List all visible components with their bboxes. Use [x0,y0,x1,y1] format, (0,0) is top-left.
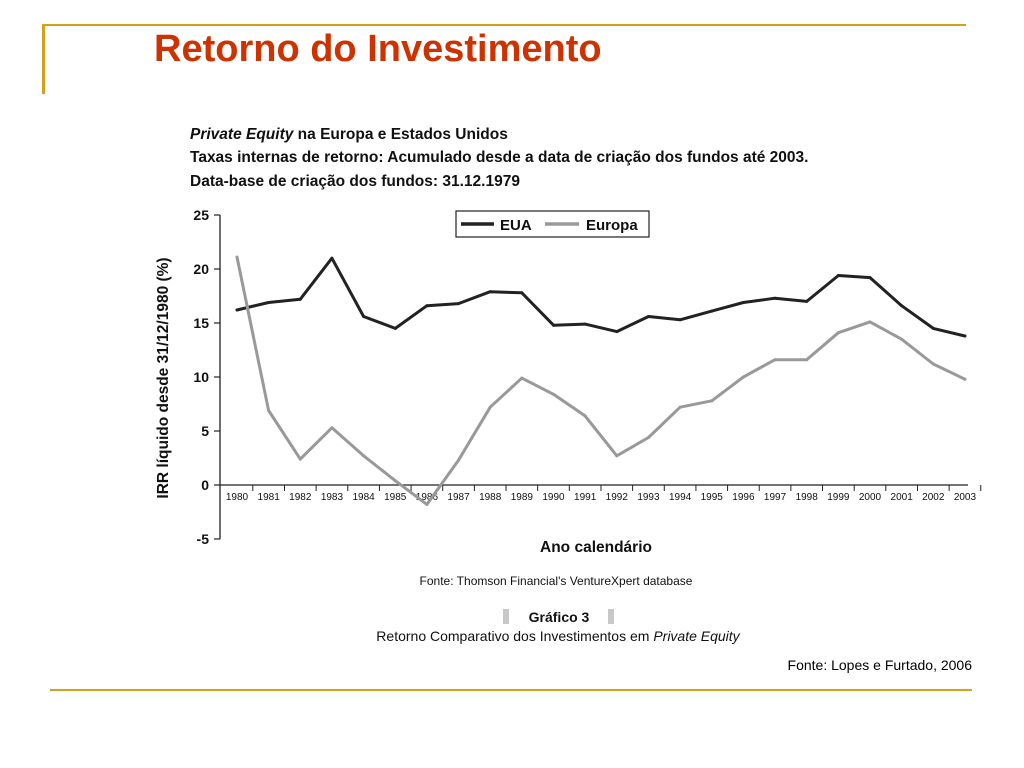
x-tick-label: 1986 [415,492,439,503]
data-point-europa [552,393,555,396]
data-point-eua [774,297,777,300]
figure-heading [190,126,808,190]
legend-label-europa: Europa [586,217,638,234]
data-point-eua [615,330,618,333]
x-tick-label: 1984 [352,492,375,503]
data-point-europa [647,436,650,439]
y-tick-label: 0 [201,477,209,493]
data-point-eua [932,327,935,330]
y-tick-label: 25 [193,207,209,223]
caption-label: Gráfico 3 [528,609,590,625]
x-tick-label: 1998 [795,492,818,503]
figure-heading-line-2: Taxas internas de retorno: Acumulado desde a data de criação dos fundos até 2003. [190,149,809,166]
data-point-eua [837,274,840,277]
data-point-eua [900,304,903,307]
legend-label-eua: EUA [500,217,532,234]
data-point-europa [489,406,492,409]
series-line-eua [237,258,965,336]
x-tick-label: 1997 [763,492,787,503]
data-point-eua [584,323,587,326]
data-point-eua [236,309,239,312]
x-tick-label: 1983 [320,492,344,503]
data-point-europa [963,378,966,381]
data-point-eua [679,318,682,321]
caption-marker-right [608,609,614,624]
x-tick-label: 2002 [922,492,945,503]
data-point-europa [837,331,840,334]
caption-text: Retorno Comparativo dos Investimentos em Private Equity [376,628,740,644]
data-point-europa [869,320,872,323]
x-tick-label: 2003 [953,492,977,503]
data-point-eua [330,257,333,260]
data-point-europa [362,454,365,457]
x-tick-label: 1990 [542,492,565,503]
y-tick-label: 15 [193,315,209,331]
data-point-europa [457,459,460,462]
y-tick-label: -5 [196,531,209,547]
x-tick-label: 1992 [605,492,628,503]
data-point-europa [615,454,618,457]
x-tick-label: 1994 [668,492,692,503]
data-point-eua [552,324,555,327]
x-tick-label: 1995 [700,492,723,503]
x-tick-label: 1993 [637,492,660,503]
data-point-eua [457,302,460,305]
figure-caption [376,609,740,644]
data-point-eua [299,298,302,301]
x-tick-label: 1981 [257,492,280,503]
data-point-europa [267,409,270,412]
data-point-eua [267,301,270,304]
y-axis-label: IRR líquido desde 31/12/1980 (%) [155,257,172,499]
data-point-eua [362,315,365,318]
x-tick-label: 1996 [732,492,755,503]
x-axis-label: Ano calendário [540,539,652,556]
data-point-eua [520,291,523,294]
x-tick-label: 2000 [858,492,882,503]
data-point-eua [710,310,713,313]
data-point-eua [394,327,397,330]
data-point-europa [710,399,713,402]
data-point-europa [900,338,903,341]
data-point-europa [394,479,397,482]
data-point-eua [869,276,872,279]
figure-heading-line-3: Data-base de criação dos fundos: 31.12.1979 [190,173,520,190]
x-tick-label: 1985 [384,492,407,503]
x-tick-label: 1980 [225,492,249,503]
x-tick-label: 2001 [890,492,913,503]
x-tick-label: 1999 [827,492,850,503]
data-point-europa [299,458,302,461]
data-point-europa [932,363,935,366]
data-point-eua [963,335,966,338]
data-point-europa [774,358,777,361]
series-line-europa [237,257,965,504]
data-point-europa [520,377,523,380]
x-tick-label: 1991 [574,492,597,503]
chart-axes [193,207,980,547]
y-tick-label: 10 [193,369,209,385]
data-point-europa [330,426,333,429]
x-tick-label: 1989 [510,492,533,503]
data-point-eua [742,301,745,304]
figure-heading-line-1: Private Equity na Europa e Estados Unidos [190,126,508,143]
x-tick-label: 1988 [479,492,502,503]
data-point-europa [236,256,239,259]
figure-source: Fonte: Thomson Financial's VentureXpert database [419,574,693,588]
data-point-europa [805,358,808,361]
data-point-eua [425,304,428,307]
data-point-eua [647,315,650,318]
data-point-europa [742,376,745,379]
data-point-eua [805,300,808,303]
data-point-europa [425,503,428,506]
caption-marker-left [503,609,509,624]
x-tick-label: 1987 [447,492,470,503]
chart-series-layer [236,256,967,506]
data-point-europa [584,414,587,417]
y-tick-label: 20 [193,261,209,277]
slide-credit: Fonte: Lopes e Furtado, 2006 [787,657,972,673]
data-point-europa [679,406,682,409]
x-tick-label: 1982 [289,492,312,503]
slide-title: Retorno do Investimento [154,28,602,70]
data-point-eua [489,290,492,293]
chart-legend [456,211,649,237]
y-tick-label: 5 [201,423,209,439]
